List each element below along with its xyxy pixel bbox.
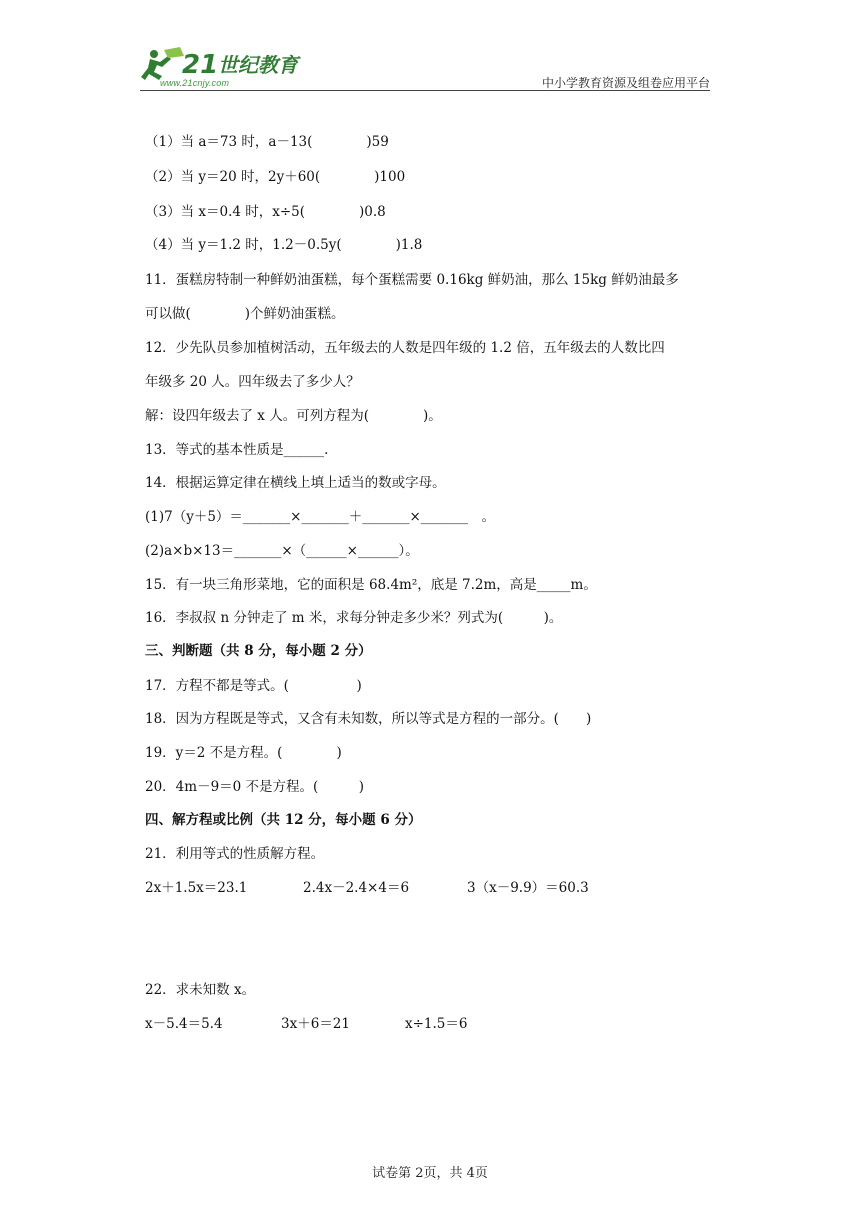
page-footer: 试卷第 2页，共 4页: [372, 1166, 488, 1181]
platform-name: 中小学教育资源及组卷应用平台: [541, 76, 710, 90]
q10-sub1: （1）当 a＝73 时，a－13( )59: [145, 134, 389, 150]
q10-sub3: （3）当 x＝0.4 时，x÷5( )0.8: [145, 204, 386, 220]
q10-sub4: （4）当 y＝1.2 时，1.2－0.5y( )1.8: [145, 237, 423, 253]
page-header: [140, 40, 710, 92]
q12-line2: 年级多 20 人。四年级去了多少人？: [145, 374, 360, 390]
q22: 22．求未知数 x。: [145, 982, 256, 998]
svg-text:21: 21: [182, 50, 219, 80]
q18: 18．因为方程既是等式，又含有未知数，所以等式是方程的一部分。( ): [145, 711, 592, 727]
q21-equation-3: 3（x－9.9）＝60.3: [467, 880, 589, 896]
site-url: www.21cnjy.com: [160, 78, 230, 88]
q22-equation-3: x÷1.5＝6: [405, 1016, 468, 1032]
q11-line2: 可以做( )个鲜奶油蛋糕。: [145, 306, 345, 322]
q12-solution: 解：设四年级去了 x 人。可列方程为( )。: [145, 408, 442, 424]
q21: 21．利用等式的性质解方程。: [145, 846, 325, 862]
header-divider: [140, 90, 710, 91]
q12-line1: 12．少先队员参加植树活动，五年级去的人数是四年级的 1.2 倍，五年级去的人数比四: [145, 340, 665, 356]
q21-equation-2: 2.4x－2.4×4＝6: [303, 880, 410, 896]
q16: 16．李叔叔 n 分钟走了 m 米，求每分钟走多少米？列式为( )。: [145, 610, 563, 626]
q14-sub1: (1)7（y＋5）＝_______×_______＋_______×_______ 。: [145, 509, 496, 525]
q14: 14．根据运算定律在横线上填上适当的数或字母。: [145, 475, 446, 491]
q15: 15．有一块三角形菜地，它的面积是 68.4m²，底是 7.2m，高是_____m。: [145, 577, 597, 593]
section-3-title: 三、判断题（共 8 分，每小题 2 分）: [145, 643, 372, 659]
q10-sub2: （2）当 y＝20 时，2y＋60( )100: [145, 169, 406, 185]
q19: 19．y＝2 不是方程。( ): [145, 745, 342, 761]
q21-equation-1: 2x＋1.5x＝23.1: [145, 880, 248, 896]
svg-text:世纪教育: 世纪教育: [218, 53, 298, 77]
q20: 20．4m－9＝0 不是方程。( ): [145, 779, 365, 795]
q11-line1: 11．蛋糕房特制一种鲜奶油蛋糕，每个蛋糕需要 0.16kg 鲜奶油，那么 15kg 鲜奶油最多: [145, 272, 679, 288]
runner-icon: [141, 47, 184, 80]
q14-sub2: (2)a×b×13＝_______×（______×______）。: [145, 543, 419, 559]
q22-equation-2: 3x＋6＝21: [281, 1016, 350, 1032]
q13: 13．等式的基本性质是______.: [145, 442, 329, 458]
q22-equation-1: x－5.4＝5.4: [145, 1016, 223, 1032]
q17: 17．方程不都是等式。( ): [145, 678, 362, 694]
section-4-title: 四、解方程或比例（共 12 分，每小题 6 分）: [145, 812, 422, 828]
